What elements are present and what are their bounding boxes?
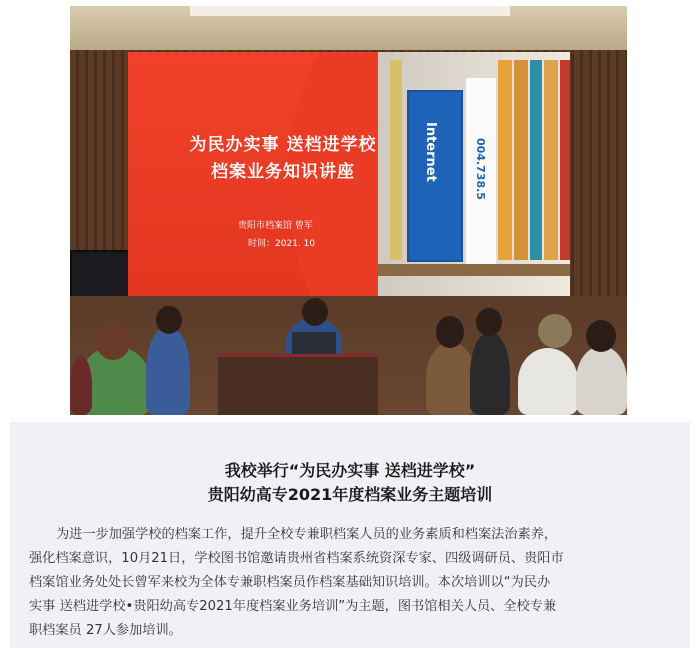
book-white: [466, 78, 496, 268]
attendee-head: [96, 324, 130, 360]
attendee-head: [156, 306, 182, 334]
article-title-line2: 贵阳幼高专2021年度档案业务主题培训: [207, 485, 493, 504]
ceiling-light: [190, 6, 510, 16]
article-body: [29, 523, 679, 643]
event-photo: [70, 6, 627, 415]
article-body-line: 档案馆业务处处长曾军来校为全体专兼职档案员作档案基础知识培训。本次培训以“为民办: [29, 575, 551, 590]
attendee: [576, 346, 627, 415]
slide-organization: 贵阳市档案馆 曾军: [238, 221, 313, 231]
book-spine: [498, 60, 512, 260]
slide-time: 时间：2021. 10: [248, 239, 316, 249]
article-body-line: 强化档案意识，10月21日，学校图书馆邀请贵州省档案系统资深专家、四级调研员、贵阳市: [29, 551, 564, 566]
book-spine: [530, 60, 542, 260]
attendee: [518, 348, 578, 415]
projection-screen: [128, 52, 570, 304]
slide-title: [168, 132, 398, 186]
shelf-plank: [378, 264, 570, 276]
article-body-line: 为进一步加强学校的档案工作，提升全校专兼职档案人员的业务素质和档案法治素养，: [56, 527, 558, 542]
attendee-head: [436, 316, 464, 348]
book-internet-label: Internet: [423, 122, 438, 182]
attendee: [470, 332, 510, 415]
attendee-head: [476, 308, 502, 336]
podium-desk: [218, 354, 378, 415]
attendee: [70, 356, 92, 415]
attendee-head: [586, 320, 616, 352]
attendee: [146, 326, 190, 415]
book-spine: [560, 60, 570, 260]
attendee: [426, 342, 476, 415]
speaker-head: [302, 298, 328, 326]
book-spine: [390, 60, 402, 260]
article-body-line: 实事 送档进学校•贵阳幼高专2021年度档案业务培训”为主题，图书馆相关人员、全校专兼: [29, 599, 557, 614]
attendee-head: [538, 314, 572, 348]
book-spine: [544, 60, 558, 260]
article-title-line1: 我校举行“为民办实事 送档进学校”: [224, 461, 476, 480]
slide-title-line2: 档案业务知识讲座: [211, 162, 355, 182]
book-spine: [514, 60, 528, 260]
book-internet: [407, 90, 463, 262]
slide-title-line1: 为民办实事 送档进学校: [189, 135, 377, 155]
book-white-label: 004.738.5: [474, 138, 487, 200]
article-body-line: 职档案员 27人参加培训。: [29, 623, 182, 638]
article-caption: [10, 422, 690, 648]
